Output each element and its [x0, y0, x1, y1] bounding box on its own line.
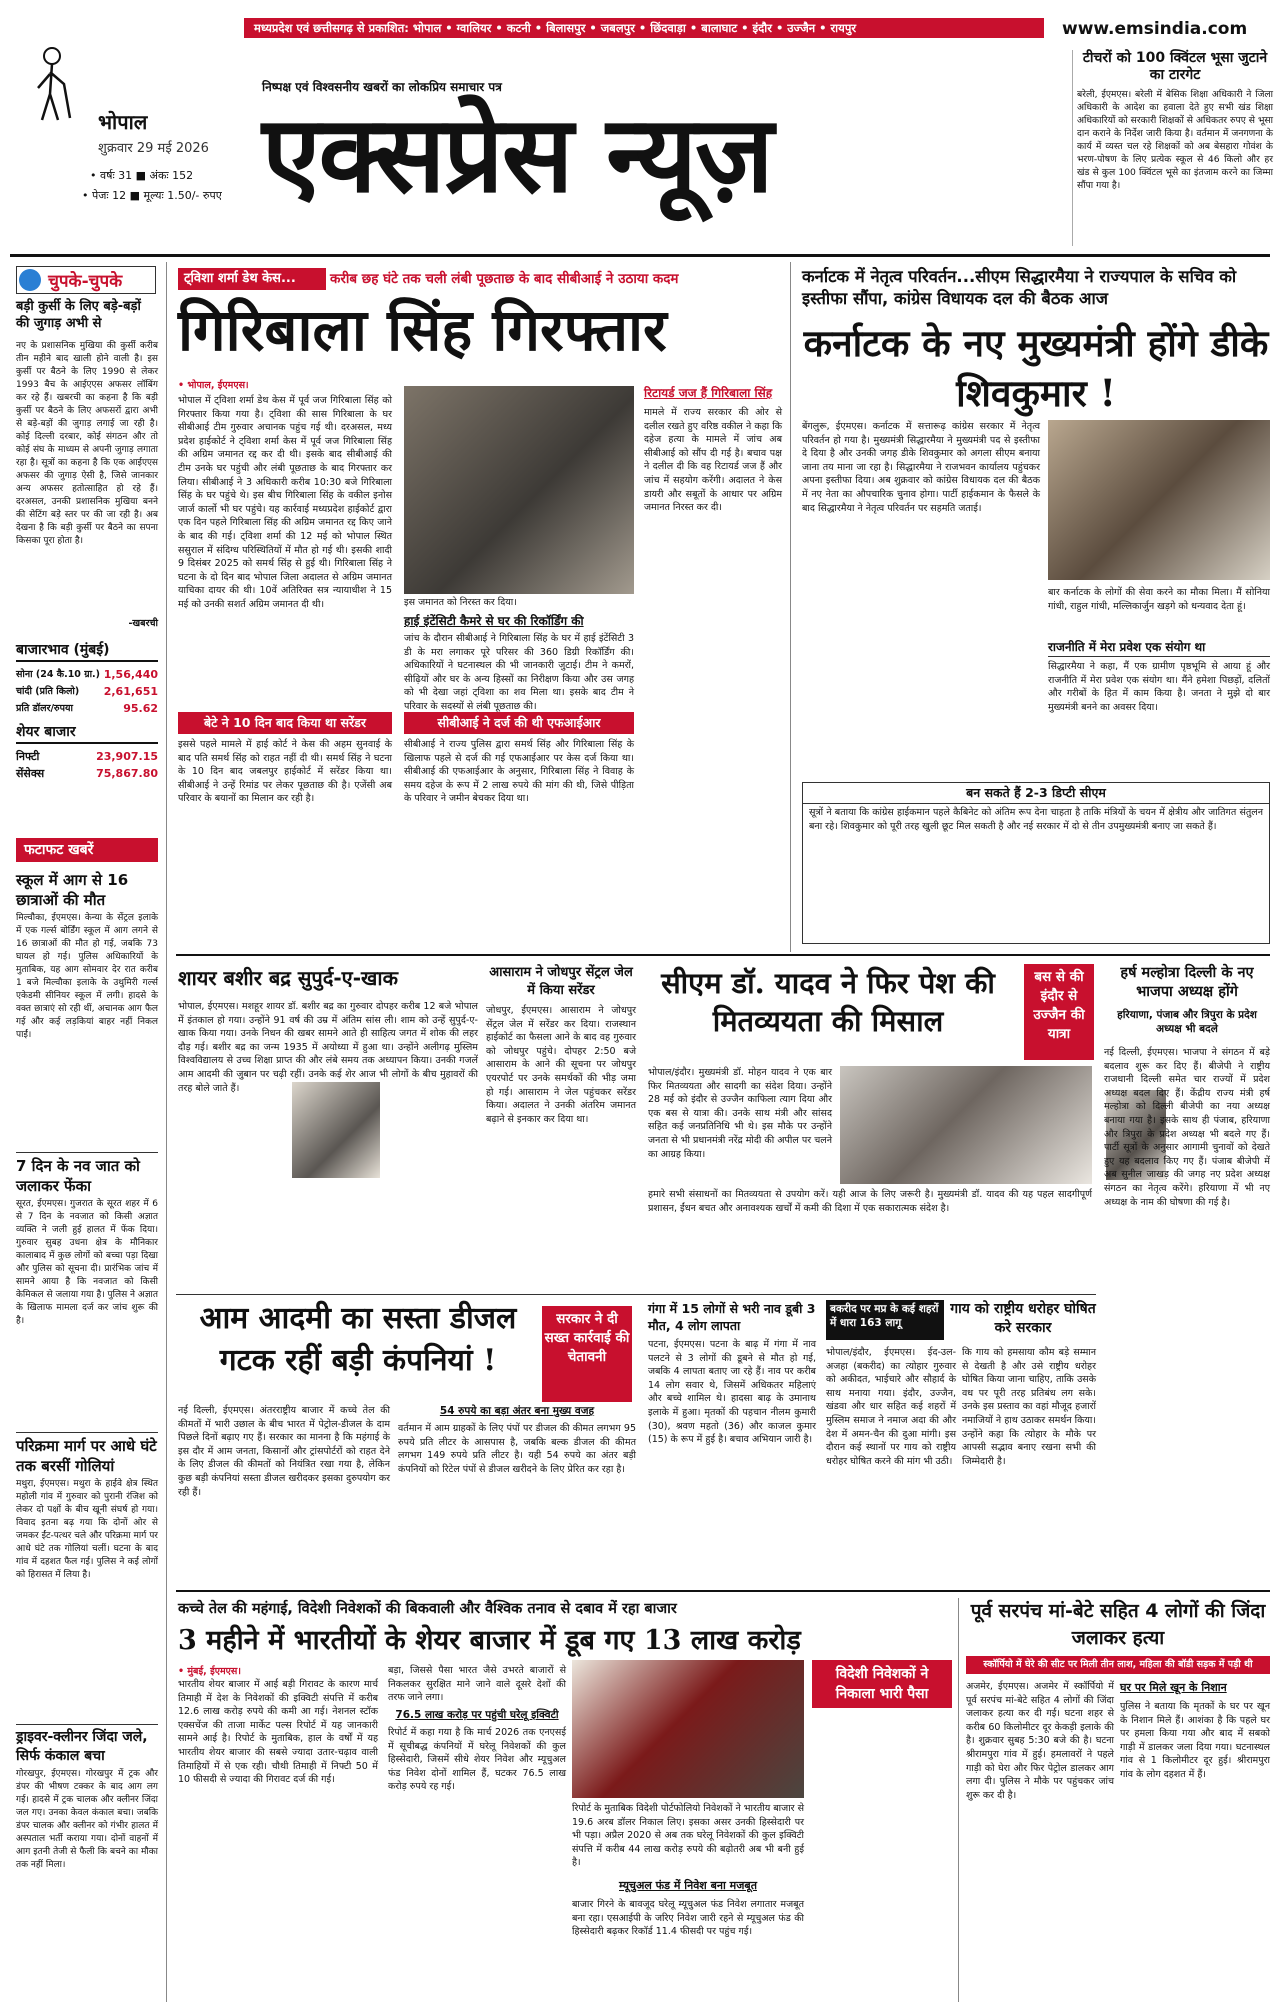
- brief-body: गोरखपुर, ईएमएस। गोरखपुर में ट्रक और डंपर की भीषण टक्कर के बाद आग लग गई। हादसे में ट्रक चालक और क्लीनर जिंदा जल गए। उनका केवल कंकाल बचा। जबकि डंपर चालक और क्लीनर को गंभीर हालत में अस्पताल भर्ती कराया गया। दोनों वाहनों में आग इतनी तेजी से फैली कि बचने का मौका तक नहीं मिला।: [16, 1769, 158, 1870]
- yadav-side: बस से की इंदौर से उज्जैन की यात्रा: [1024, 964, 1094, 1060]
- market-row-name: सोना (24 कै.10 ग्रा.): [16, 669, 100, 680]
- market-row: [16, 683, 158, 700]
- cow-kicker: बकरीद पर मप्र के कई शहरों में धारा 163 लागू: [826, 1300, 944, 1340]
- share-row-name: सेंसेक्स: [16, 767, 45, 780]
- newspaper-title: एक्सप्रेस न्यूज़: [262, 91, 772, 216]
- left-brief: [16, 1436, 158, 1732]
- share-box: [812, 1660, 952, 2000]
- share-dateline: • मुंबई, ईएमएस।: [178, 1666, 241, 1677]
- masthead-divider: [10, 254, 1270, 257]
- ganga-body: पटना, ईएमएस। पटना के बाढ़ में गंगा में नाव पलटने से 3 लोगों की डूबने से मौत हो गई, जबकि 4 लापता बताए जा रहे हैं। नाव पर करीब 14 लोग सवार थे, जिसमें अधिकतर महिलाएं और बच्चे शामिल थे। हादसा बाढ़ के उमानाथ इलाके में हुआ। मृतकों की पहचान नीलम कुमारी (30), श्रवण महतो (36) और काजल कुमार (15) के रूप में हुई है। बचाव अभियान जारी है।: [648, 1339, 816, 1446]
- cow-body-2: कि गाय को हमसाया कौम बड़े सम्मान से देखती है और उसे राष्ट्रीय धरोहर घोषित किया जाना चाहिए, ताकि उसके वध पर पूरी तरह प्रतिबंध लग सके। उनके इस प्रस्ताव का वहां मौजूद हजारों नमाजियों ने हाथ उठाकर समर्थन किया। उन्होंने कहा कि त्योहार के मौके पर आपसी सद्भाव बनाए रखना सभी की जिम्मेदारी है।: [962, 1347, 1096, 1467]
- diesel-body: नई दिल्ली, ईएमएस। अंतरराष्ट्रीय बाजार में कच्चे तेल की कीमतों में भारी उछाल के बीच भारत में पेट्रोल-डीजल के दाम पिछले दिनों बढ़ाए गए हैं। सरकार का मानना है कि महंगाई के इस दौर में आम जनता, किसानों और ट्रांसपोर्टरों को राहत देने के लिए डीजल की कीमतों को नियंत्रित रखा गया है, लेकिन कुछ बड़ी कंपनियां सस्ता डीजल खरीदकर इसका दुरुपयोग कर रही हैं।: [178, 1405, 390, 1498]
- karnataka-box-body: सूत्रों ने बताया कि कांग्रेस हाईकमान पहले कैबिनेट को अंतिम रूप देना चाहता है ताकि मंत्रियों के चयन में क्षेत्रीय और जातिगत संतुलन बना रहे। शिवकुमार को पूरी तरह खुली छूट मिल सकती है और नई सरकार में दो से तीन उपमुख्यमंत्री बनाए जा सकते हैं।: [809, 807, 1263, 832]
- karnataka-body: बेंगलुरू, ईएमएस। कर्नाटक में सत्तारूढ़ कांग्रेस सरकार में नेतृत्व परिवर्तन हो गया है। मुख्यमंत्री सिद्धारमैया ने मुख्यमंत्री पद से इस्तीफा दे दिया है और उनकी जगह डीके शिवकुमार को अगला सीएम बनाया जाना तय माना जा रहा है। सिद्धारमैया ने राजभवन कार्यालय पहुंचकर अपना इस्तीफा दिया। अब शुक्रवार को कांग्रेस विधायक दल की बैठक में नए नेता का औपचारिक चुनाव होगा। पार्टी हाईकमान के फैसले के बाद सिद्धारमैया ने नेतृत्व परिवर्तन पर सहमति जताई।: [802, 421, 1040, 514]
- karnataka-box-label: बन सकते हैं 2-3 डिप्टी सीएम: [803, 783, 1269, 804]
- giribala-sub1: हाई इंटेंसिटी कैमरे से घर की रिकॉर्डिंग की: [404, 614, 584, 628]
- giribala-caption: इस जमानत को निरस्त कर दिया।: [404, 597, 517, 608]
- brief-headline: ड्राइवर-क्लीनर जिंदा जले, सिर्फ कंकाल बचा: [16, 1729, 148, 1764]
- tagline: निष्पक्ष एवं विश्वसनीय खबरों का लोकप्रिय समाचार पत्र: [262, 80, 502, 94]
- share-body: भारतीय शेयर बाजार में आई बड़ी गिरावट के कारण मार्च तिमाही में देश के निवेशकों की इक्विटी संपत्ति में करीब 12.6 लाख करोड़ रुपये की कमी आ गई। नेशनल स्टॉक एक्सचेंज की ताजा मार्केट पल्स रिपोर्ट में यह जानकारी सामने आई है। रिपोर्ट के मुताबिक, हाल के वर्षों में यह भारतीय शेयर बाजार की सबसे ज्यादा उतार-चढ़ाव वाली तिमाहियों में से एक रही। चौथी तिमाही में निफ्टी 50 में 10 फीसदी से ज्यादा की गिरावट दर्ज की गई।: [178, 1679, 378, 1786]
- market-row-value: 95.62: [123, 702, 158, 715]
- share-row-value: 23,907.15: [96, 750, 158, 763]
- karnataka-box: [802, 782, 1270, 944]
- share-headline: 3 महीने में भारतीयों के शेयर बाजार में डूब गए 13 लाख करोड़: [178, 1625, 801, 1656]
- brief-divider: [16, 1432, 158, 1433]
- share-sub: 76.5 लाख करोड़ पर पहुंची घरेलू इक्विटी: [395, 1709, 559, 1721]
- giribala-headline: गिरिबाला सिंह गिरफ्तार: [178, 296, 667, 364]
- sarpanch-sub: घर पर मिले खून के निशान: [1120, 1681, 1227, 1694]
- edition-city: भोपाल: [98, 110, 148, 134]
- share-box-label: विदेशी निवेशकों ने निकाला भारी पैसा: [812, 1660, 952, 1708]
- giribala-sub2-body: इससे पहले मामले में हाई कोर्ट ने केस की अहम सुनवाई के बाद पति समर्थ सिंह को राहत नहीं दी थी। समर्थ सिंह ने घटना के 10 दिन बाद जबलपुर हाईकोर्ट में सरेंडर किया था। सीबीआई ने उन्हें रिमांड पर लेकर पूछताछ की है। एजेंसी अब परिवार के बयानों का मिलान कर रही है।: [178, 739, 392, 805]
- bjp-headline: हर्ष मल्होत्रा दिल्ली के नए भाजपा अध्यक्ष होंगे: [1120, 965, 1254, 1000]
- giribala-kicker: ट्विशा शर्मा डेथ केस...: [178, 268, 326, 290]
- karnataka-kicker: कर्नाटक में नेतृत्व परिवर्तन...सीएम सिद्धारमैया ने राज्यपाल के सचिव को इस्तीफा सौंपा, कांग्रेस विधायक दल की बैठक आज: [802, 267, 1237, 308]
- asaram-body: जोधपुर, ईएमएस। आसाराम ने जोधपुर सेंट्रल जेल में सरेंडर कर दिया। राजस्थान हाईकोर्ट का फैसला आने के बाद वह गुरुवार को जोधपुर पहुंचे। दोपहर 2:50 बजे आसाराम के आने की सूचना पर जोधपुर एयरपोर्ट पर उनके समर्थकों की भीड़ जमा हो गई। आसाराम ने जेल पहुंचकर सरेंडर किया। अदालत ने उनकी अंतरिम जमानत बढ़ाने से इनकार कर दिया था।: [486, 1005, 636, 1125]
- shayar-headline: शायर बशीर बद्र सुपुर्द-ए-खाक: [178, 966, 398, 990]
- left-brief: [16, 1728, 158, 2000]
- share-rows: [16, 748, 158, 782]
- diesel-side: सरकार ने दी सख्त कार्रवाई की चेतावनी: [542, 1306, 632, 1402]
- fatafat-label: फटाफट खबरें: [16, 838, 158, 862]
- diesel-sub-body: वर्तमान में आम ग्राहकों के लिए पंपों पर डीजल की कीमत लगभग 95 रुपये प्रति लीटर के आसपास है, जबकि बल्क डीजल की कीमत लगभग 149 रुपये प्रति लीटर है। यही 54 रुपये का अंतर बड़ी कंपनियों को रिटेल पंपों से डीजल खरीदने के लिए प्रेरित कर रहा है।: [398, 1423, 636, 1475]
- left-brief: [16, 1156, 158, 1444]
- share-photo: [572, 1660, 804, 1798]
- share-box-body: रिपोर्ट के मुताबिक विदेशी पोर्टफोलियो निवेशकों ने भारतीय बाजार से 19.6 अरब डॉलर निकाल लिए। इसका असर उनकी हिस्सेदारी पर भी पड़ा। अप्रैल 2020 से अब तक घरेलू निवेशकों की कुल इक्विटी संपत्ति में करीब 44 लाख करोड़ रुपये की बढ़ोतरी अब भी बनी हुई है।: [572, 1803, 804, 1869]
- brief-divider: [16, 1152, 158, 1153]
- giribala-sub2: बेटे ने 10 दिन बाद किया था सरेंडर: [178, 712, 392, 734]
- share-row-value: 75,867.80: [96, 767, 158, 780]
- market-row-value: 1,56,440: [103, 668, 158, 681]
- shayar-body: भोपाल, ईएमएस। मशहूर शायर डॉ. बशीर बद्र का गुरुवार दोपहर करीब 12 बजे भोपाल में इंतकाल हो गया। उन्होंने 91 वर्ष की उम्र में अंतिम सांस ली। शाम को उन्हें सुपुर्द-ए-खाक किया गया। उनके निधन की खबर सामने आते ही साहित्य जगत में शोक की लहर दौड़ गई। बशीर बद्र का जन्म 1935 में अयोध्या में हुआ था। उन्होंने अलीगढ़ मुस्लिम विश्वविद्यालय से उच्च शिक्षा प्राप्त की और लंबे समय तक अध्यापन किया। उनकी गजलें आम आदमी की जुबान पर चढ़ी रहीं। उनके कई शेर आज भी लोगों के बीच मुहावरों की तरह बोले जाते हैं।: [178, 1001, 478, 1094]
- giribala-box-body: मामले में राज्य सरकार की ओर से दलील रखते हुए वरिष्ठ वकील ने कहा कि दहेज हत्या के मामले में जांच अब सीबीआई को सौंप दी गई है। बचाव पक्ष ने दलील दी कि वह रिटायर्ड जज हैं और जांच में सहयोग करेंगी। अदालत ने केस डायरी और सबूतों के आधार पर अग्रिम जमानत निरस्त कर दी।: [644, 407, 782, 514]
- asaram-headline: आसाराम ने जोधपुर सेंट्रल जेल में किया सरेंडर: [489, 965, 633, 998]
- cow-headline: गाय को राष्ट्रीय धरोहर घोषित करे सरकार: [950, 1301, 1096, 1336]
- share-row: [16, 748, 158, 765]
- section-divider: [176, 1590, 1270, 1592]
- pages-price: • पेजः 12 ■ मूल्यः 1.50/- रुपए: [82, 189, 222, 202]
- top-right-body: बरेली, ईएमएस। बरेली में बेसिक शिक्षा अधिकारी ने जिला अधिकारी के आदेश का हवाला देते हुए सभी खंड शिक्षा अधिकारियों को सरकारी शिक्षकों से अधिकतर रुपए से भूसा दान कराने के निर्देश जारी किया है। वर्तमान में जनगणना के कार्य में व्यस्त चल रहे शिक्षकों को अब बेसहारा गोवंश के भरण-पोषण के लिए प्रत्येक स्कूल से 46 किलो और हर खंड से कुल 100 क्विंटल भूसे का इंतजाम करने का जिम्मा सौंपा गया है।: [1077, 89, 1273, 191]
- sarpanch-body: अजमेर, ईएमएस। अजमेर में स्कॉर्पियो में पूर्व सरपंच मां-बेटे सहित 4 लोगों की जिंदा जलाकर हत्या कर दी गई। घटना शहर से करीब 60 किलोमीटर दूर केकड़ी इलाके की है। शुक्रवार सुबह 5:30 बजे की है। घटना श्रीरामपुरा गांव में हुई। हमलावरों ने पहले गाड़ी को घेरा और फिर पेट्रोल डालकर आग लगा दी। पुलिस ने मौके पर पहुंचकर जांच शुरू कर दी है।: [966, 1681, 1114, 1801]
- diesel-headline: आम आदमी का सस्ता डीजल गटक रहीं बड़ी कंपनियां !: [199, 1301, 517, 1378]
- chupke-title: चुपके-चुपके: [48, 271, 123, 292]
- yadav-caption: हमारे सभी संसाधनों का मितव्ययता से उपयोग करें। यही आज के लिए जरूरी है। मुख्यमंत्री डॉ. यादव की यह पहल सादगीपूर्ण प्रशासन, ईंधन बचत और अनावश्यक खर्चों में कमी की दिशा में एक सकारात्मक संदेश है।: [648, 1189, 1092, 1214]
- giribala-dateline: • भोपाल, ईएमएस।: [178, 380, 249, 391]
- share-sub2: म्यूचुअल फंड में निवेश बना मजबूत: [619, 1879, 757, 1892]
- yadav-body: भोपाल/इंदौर। मुख्यमंत्री डॉ. मोहन यादव ने एक बार फिर मितव्ययता और सादगी का संदेश दिया। उन्होंने 28 मई को इंदौर से उज्जैन काफिला त्याग दिया और एक बस से यात्रा की। उनके साथ मंत्री और सांसद सहित कई जनप्रतिनिधि भी थे। इस मौके पर उन्होंने जनता से भी प्रधानमंत्री नरेंद्र मोदी की अपील पर चलने का आग्रह किया।: [648, 1067, 832, 1160]
- market-row-name: प्रति डॉलर/रुपया: [16, 703, 73, 714]
- left-column-rule: [166, 262, 167, 2002]
- share-market-label: शेयर बाजार: [16, 722, 158, 744]
- giribala-kicker-2: करीब छह घंटे तक चली लंबी पूछताछ के बाद सीबीआई ने उठाया कदम: [330, 271, 679, 287]
- market-row: [16, 700, 158, 717]
- giribala-box: [644, 384, 782, 944]
- bjp-body: नई दिल्ली, ईएमएस। भाजपा ने संगठन में बड़े बदलाव शुरू कर दिए हैं। बीजेपी ने राष्ट्रीय राजधानी दिल्ली समेत चार राज्यों में प्रदेश अध्यक्ष बदल दिए हैं। केंद्रीय राज्य मंत्री हर्ष मल्होत्रा को दिल्ली बीजेपी का नया अध्यक्ष बनाया गया है। इसके साथ ही पंजाब, हरियाणा और त्रिपुरा के प्रदेश अध्यक्ष भी बदले गए हैं। पार्टी सूत्रों के अनुसार आगामी चुनावों को देखते हुए यह बदलाव किए गए हैं। पंजाब बीजेपी में अब सुनील जाखड़ की जगह नए प्रदेश अध्यक्ष संगठन का नेतृत्व करेंगे। हरियाणा में भी नए अध्यक्ष के नाम की घोषणा की गई है।: [1104, 1047, 1270, 1208]
- brief-headline: 7 दिन के नव जात को जलाकर फेंका: [16, 1157, 140, 1195]
- left-brief: [16, 870, 158, 1182]
- market-label: बाजारभाव (मुंबई): [16, 640, 158, 662]
- karnataka-headline: कर्नाटक के नए मुख्यमंत्री होंगे डीके शिवकुमार !: [803, 321, 1269, 415]
- share-row: [16, 765, 158, 782]
- brief-body: सूरत, ईएमएस। गुजरात के सूरत शहर में 6 से 7 दिन के नवजात को किसी अज्ञात व्यक्ति ने जली हुई हालत में फेंक दिया। गुरुवार सुबह उधना क्षेत्र के मौनिकार कालाबाद में कुछ लोगों को बच्चा पड़ा दिखा और पुलिस को सूचना दी। प्रारंभिक जांच में सामने आया है कि नवजात को किसी केमिकल से जलाया गया है। पुलिस ने अज्ञात के खिलाफ मामला दर्ज कर जांच शुरू की है।: [16, 1199, 158, 1326]
- publication-cities: मध्यप्रदेश एवं छत्तीसगढ़ से प्रकाशित: भोपाल • ग्वालियर • कटनी • बिलासपुर • जबलपुर • छिंदवाड़ा • बालाघाट • इंदौर • उज्जैन • रायपुर: [254, 21, 857, 35]
- brief-body: मथुरा, ईएमएस। मथुरा के हाईवे क्षेत्र स्थित महोली गांव में गुरुवार को पुरानी रंजिश को लेकर दो पक्षों के बीच खूनी संघर्ष हो गया। विवाद इतना बढ़ गया कि दोनों ओर से जमकर ईंट-पत्थर चले और परिक्रमा मार्ग पर आधे घंटे तक गोलियां चलीं। घटना के बाद गांव में दहशत फैल गई। पुलिस ने कई लोगों को हिरासत में लिया है।: [16, 1479, 158, 1580]
- chupke-credit: -खबरची: [128, 618, 158, 629]
- issue-date: शुक्रवार 29 मई 2026: [98, 141, 209, 156]
- karnataka-caption: बार कर्नाटक के लोगों की सेवा करने का मौका मिला। मैं सोनिया गांधी, राहुल गांधी, मल्लिकार्जुन खड़गे को धन्यवाद देता हूं।: [1048, 587, 1270, 612]
- market-row-name: चांदी (प्रति किलो): [16, 686, 80, 697]
- brief-headline: परिक्रमा मार्ग पर आधे घंटे तक बरसीं गोलियां: [16, 1437, 157, 1475]
- karnataka-sub: राजनीति में मेरा प्रवेश एक संयोग था: [1048, 638, 1270, 657]
- cow-body: भोपाल/इंदौर, ईएमएस। ईद-उल-अजहा (बकरीद) का त्योहार गुरुवार को अकीदत, भाईचारे और सौहार्द के साथ मनाया गया। इंदौर, उज्जैन, खंडवा और धार सहित कई शहरों में मुस्लिम समाज ने नमाज अदा की और देश में अमन-चैन की दुआ मांगी। इस दौरान कई स्थानों पर गाय को राष्ट्रीय धरोहर घोषित करने की मांग भी उठी।: [826, 1347, 956, 1467]
- website-link[interactable]: www.emsindia.com: [1062, 19, 1248, 39]
- ganga-headline: गंगा में 15 लोगों से भरी नाव डूबी 3 मौत, 4 लोग लापता: [648, 1301, 816, 1333]
- center-rule: [790, 262, 791, 952]
- diesel-sub: 54 रुपये का बड़ा अंतर बना मुख्य वजह: [439, 1405, 595, 1417]
- year-issue: • वर्षः 31 ■ अंकः 152: [90, 169, 194, 182]
- sarpanch-sub-body: पुलिस ने बताया कि मृतकों के घर पर खून के निशान मिले हैं। आशंका है कि पहले घर पर हमला किया गया और बाद में सबको गाड़ी में डालकर जला दिया गया। घटनास्थल गांव से 1 किलोमीटर दूर हुई। श्रीरामपुरा गांव के लोग दहशत में हैं।: [1120, 1701, 1270, 1780]
- brief-divider: [16, 1724, 158, 1725]
- giribala-body: भोपाल में ट्विशा शर्मा डेथ केस में पूर्व जज गिरिबाला सिंह को गिरफ्तार किया गया है। ट्विशा की सास गिरिबाला के घर सीबीआई टीम गुरुवार अचानक पहुंच गई थी। दरअसल, मध्य प्रदेश हाईकोर्ट ने ट्विशा शर्मा केस में पूर्व जज गिरिबाला सिंह की अग्रिम जमानत रद्द कर दी थी। इसके बाद सीबीआई की टीम उनके घर पहुंची और लंबी पूछताछ के बाद गिरफ्तार कर लिया। सीबीआई ने 3 अधिकारी करीब 10:30 बजे गिरिबाला सिंह के घर पहुंचे थे। इस बीच गिरिबाला सिंह के वकील इनोस जार्ज कार्लो भी घर पहुंचे। यह कार्रवाई मध्यप्रदेश हाईकोर्ट द्वारा एक दिन पहले गिरिबाला सिंह की अग्रिम जमानत रद्द किए जाने के बाद की गई। ट्विशा शर्मा की 12 मई को भोपाल स्थित ससुराल में संदिग्ध परिस्थितियों में मौत हो गई थी। इसकी शादी 9 दिसंबर 2025 को समर्थ सिंह से हुई थी। गिरिबाला सिंह ने घटना के दो दिन बाद भोपाल जिला अदालत से अग्रिम जमानत याचिका दायर की थी। 10वें अतिरिक्त सत्र न्यायाधीश ने 15 मई को उनकी सशर्त अग्रिम जमानत दी थी।: [178, 395, 392, 610]
- sarpanch-kicker: स्कॉर्पियो में घेरे की सीट पर मिली तीन लाश, महिला की बॉडी सड़क में पड़ी थी: [966, 1656, 1270, 1674]
- top-right-headline: टीचरों को 100 क्विंटल भूसा जुटाने का टारगेट: [1082, 50, 1268, 83]
- share-col2: बड़ा, जिससे पैसा भारत जैसे उभरते बाजारों से निकलकर सुरक्षित माने जाने वाले दूसरे देशों की तरफ जाने लगा।: [388, 1665, 566, 1704]
- giribala-sub3: सीबीआई ने दर्ज की थी एफआईआर: [404, 712, 634, 734]
- top-right-story: [1072, 50, 1273, 246]
- share-sub-body: रिपोर्ट में कहा गया है कि मार्च 2026 तक एनएसई में सूचीबद्ध कंपनियों में घरेलू निवेशकों की कुल हिस्सेदारी, जिसमें सीधे शेयर निवेश और म्यूचुअल फंड निवेश दोनों शामिल हैं, घटकर 76.5 लाख करोड़ रुपये रह गई।: [388, 1727, 566, 1793]
- chupke-icon: [19, 269, 41, 291]
- share-row-name: निफ्टी: [16, 750, 40, 763]
- giribala-photo: [404, 386, 634, 594]
- giribala-box-label: रिटायर्ड जज हैं गिरिबाला सिंह: [644, 386, 773, 400]
- karnataka-sub-body: सिद्धारमैया ने कहा, मैं एक ग्रामीण पृष्ठभूमि से आया हूं और राजनीति में मेरा प्रवेश एक संयोग था। मैंने हमेशा पिछड़ों, दलितों और गरीबों के हित में काम किया है। जनता ने मुझे दो बार मुख्यमंत्री बनने का अवसर दिया।: [1048, 661, 1270, 713]
- share-sub2-body: बाजार गिरने के बावजूद घरेलू म्यूचुअल फंड निवेश लगातार मजबूत बना रहा। एसआईपी के जरिए निवेश जारी रहने से म्यूचुअल फंड की हिस्सेदारी बढ़कर रिकॉर्ड 11.4 फीसदी पर पहुंच गई।: [572, 1899, 804, 1938]
- chupke-body: नए के प्रशासनिक मुखिया की कुर्सी करीब तीन महीने बाद खाली होने वाली है। इस कुर्सी पर बैठने के लिए 1990 से लेकर 1993 बैच के आईएएस अफसर लॉबिंग कर रहे हैं। खबरची का कहना है कि बड़ी कुर्सी पर बैठने के लिए अफसरों द्वारा अभी से बड़े-बड़ों की जुगाड़ लगाई जा रही है। कोई दिल्ली दरबार, कोई संगठन और तो कोई संघ के माध्यम से अपनी जुगाड़ लगाता रहा है। सूत्रों का कहना है कि एक आईएएस अफसर की जुगाड़ ऐसी है, जिसे जानकार अन्य अफसर हतोत्साहित हो रहे हैं। दरअसल, उनकी प्रशासनिक मुखिया बनने की सेटिंग बड़े स्तर पर की जा रही है। अब देखना है कि बड़ी कुर्सी पर बैठने का सपना किसका पूरा होता है।: [16, 341, 158, 546]
- gandhi-walking-icon: [20, 44, 80, 124]
- section-divider: [176, 1294, 1096, 1295]
- section-divider: [176, 954, 1270, 956]
- brief-headline: स्कूल में आग से 16 छात्राओं की मौत: [16, 871, 129, 909]
- giribala-sub3-body: सीबीआई ने राज्य पुलिस द्वारा समर्थ सिंह और गिरिबाला सिंह के खिलाफ पहले से दर्ज की गई एफआईआर पर केस दर्ज किया था। सीबीआई की एफआईआर के अनुसार, गिरिबाला सिंह ने विवाह के समय दहेज के रूप में 2 लाख रुपये की मांग की थी, जिसे पीड़िता के परिवार ने जमीन बेचकर दिया था।: [404, 739, 634, 805]
- karnataka-photo: [1048, 420, 1270, 580]
- sarpanch-headline: पूर्व सरपंच मां-बेटे सहित 4 लोगों की जिंदा जलाकर हत्या: [970, 1600, 1266, 1649]
- bjp-kicker: हरियाणा, पंजाब और त्रिपुरा के प्रदेश अध्यक्ष भी बदले: [1117, 1009, 1257, 1035]
- yadav-headline: सीएम डॉ. यादव ने फिर पेश की मितव्ययता की मिसाल: [661, 966, 995, 1038]
- market-row: [16, 666, 158, 683]
- gandhi-logo: [20, 44, 80, 124]
- market-row-value: 2,61,651: [103, 685, 158, 698]
- chupke-label: [16, 266, 156, 294]
- sarpanch-rule: [958, 1598, 959, 2002]
- market-rows: [16, 666, 158, 717]
- share-kicker: कच्चे तेल की महंगाई, विदेशी निवेशकों की बिकवाली और वैश्विक तनाव से दबाव में रहा बाजार: [178, 1601, 677, 1617]
- chupke-headline: बड़ी कुर्सी के लिए बड़े-बड़ों की जुगाड़ अभी से: [16, 299, 141, 331]
- yadav-photo: [840, 1066, 1092, 1184]
- brief-body: मिल्वौका, ईएमएस। केन्या के सेंट्रल इलाके में एक गर्ल्स बोर्डिंग स्कूल में आग लगने से 16 छात्राओं की मौत हो गई, जबकि 73 घायल हो गई। पुलिस अधिकारियों के मुताबिक, यह आग सोमवार देर रात करीब 1 बजे मिल्वौका इलाके के उथुमिरी गर्ल्स एकेडमी सीनियर स्कूल में लगी। हादसे के वक्त छात्राएं सो रही थीं, अचानक आग फैल गई और कई लड़कियां बाहर नहीं निकल पाईं।: [16, 913, 158, 1040]
- giribala-sub1-body: जांच के दौरान सीबीआई ने गिरिबाला सिंह के घर में हाई इंटेंसिटी 3 डी के मरा लगाकर पूरे परिसर की 360 डिग्री रिकॉर्डिंग की। अधिकारियों ने घटनास्थल की भी जानकारी जुटाई। टीम ने कमरों, सीढ़ियों और घर के अन्य हिस्सों का निरीक्षण किया और उस जगह को भी देखा जहां ट्विशा का शव मिला था। इसके बाद टीम ने परिवार के सदस्यों से लंबी पूछताछ की।: [404, 633, 634, 712]
- shayar-photo: [292, 1082, 380, 1178]
